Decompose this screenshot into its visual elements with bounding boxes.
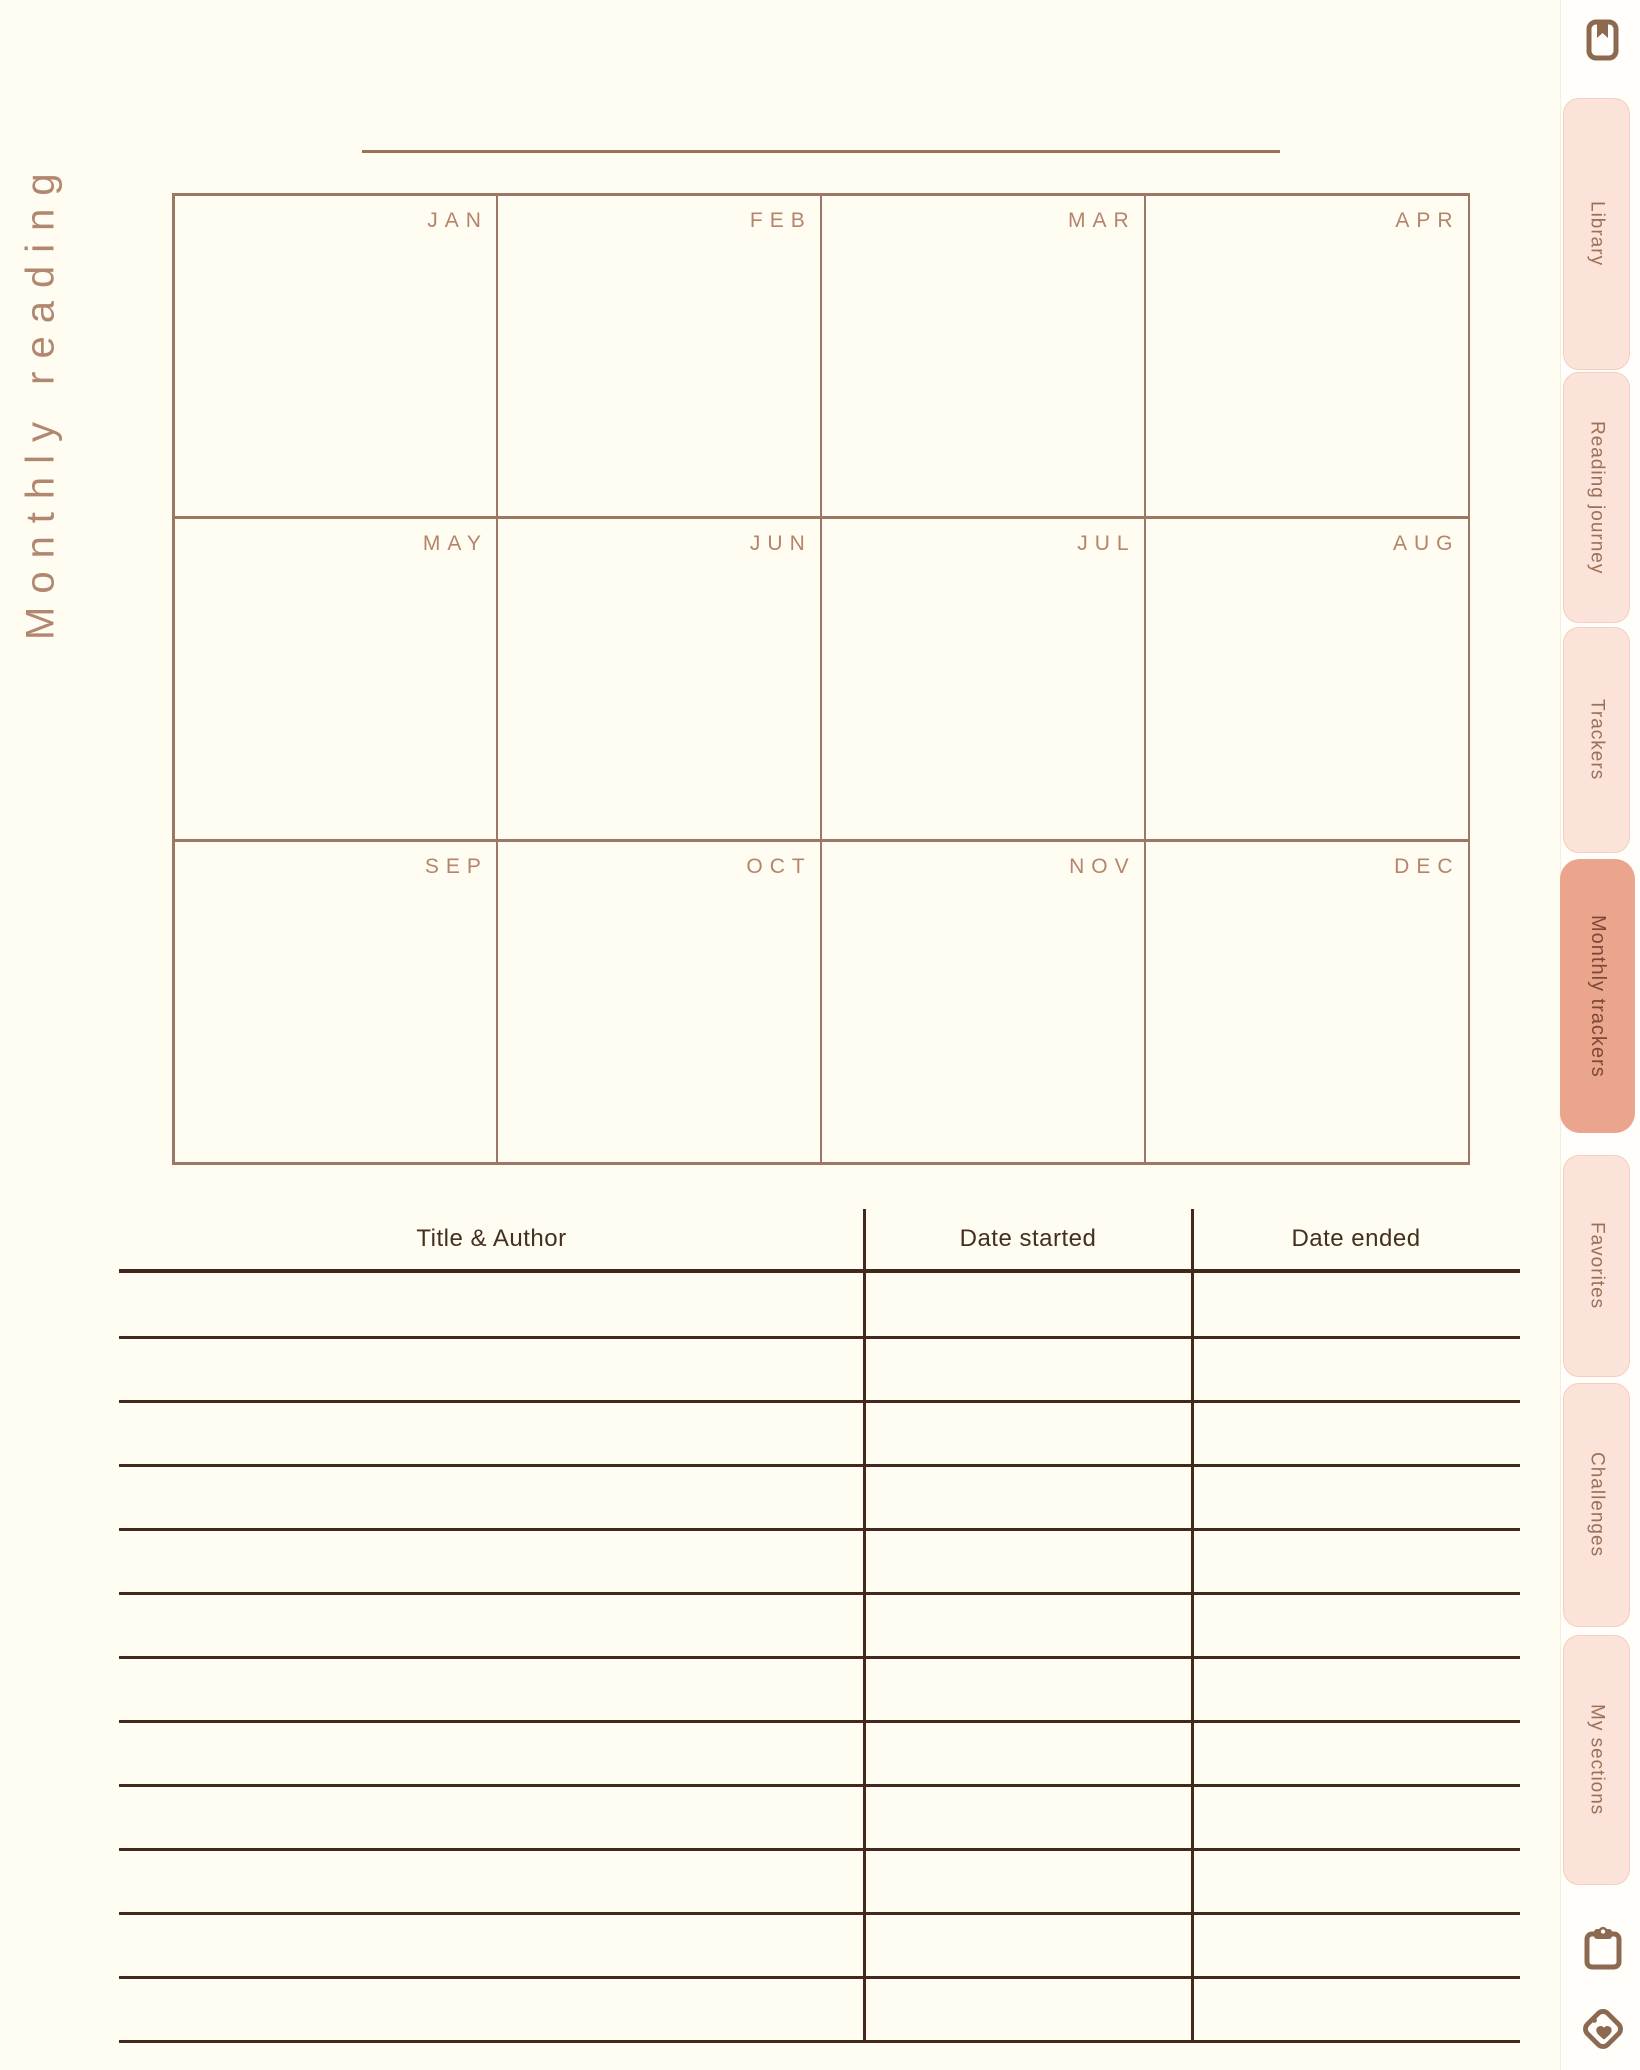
sidebar-tab-challenges[interactable]: Challenges	[1563, 1383, 1630, 1627]
table-row-line	[119, 1528, 1520, 1531]
tag-button[interactable]	[1580, 2006, 1626, 2052]
title-rule	[362, 150, 1280, 153]
clipboard-icon	[1583, 1926, 1623, 1971]
sidebar-tab-trackers[interactable]: Trackers	[1563, 627, 1630, 853]
month-cell-sep[interactable]	[175, 842, 496, 1163]
table-row-line	[119, 1784, 1520, 1787]
bookmark-button[interactable]	[1586, 19, 1619, 61]
month-cell-apr[interactable]	[1146, 196, 1467, 517]
month-label: OCT	[746, 854, 812, 878]
table-row-line	[119, 1464, 1520, 1467]
month-cell-oct[interactable]	[498, 842, 819, 1163]
month-cell-dec[interactable]	[1146, 842, 1467, 1163]
column-header-date-started: Date started	[959, 1225, 1097, 1252]
month-cell-may[interactable]	[175, 519, 496, 840]
month-cell-nov[interactable]	[822, 842, 1143, 1163]
month-label: JUL	[1077, 531, 1136, 555]
table-row-line	[119, 1720, 1520, 1723]
table-row-line	[119, 1976, 1520, 1979]
month-label: JUN	[749, 531, 812, 555]
month-label: DEC	[1394, 854, 1460, 878]
month-cell-jan[interactable]	[175, 196, 496, 517]
table-header-rule	[119, 1269, 1520, 1273]
clipboard-button[interactable]	[1583, 1926, 1623, 1971]
table-row-line	[119, 2040, 1520, 2043]
tag-icon	[1580, 2006, 1626, 2052]
month-label: MAR	[1067, 208, 1136, 232]
month-label: JAN	[427, 208, 488, 232]
month-cell-jul[interactable]	[822, 519, 1143, 840]
monthly-reading-grid	[172, 193, 1470, 1165]
sidebar-tab-reading-journey[interactable]: Reading journey	[1563, 372, 1630, 623]
month-label: SEP	[424, 854, 488, 878]
month-label: AUG	[1392, 531, 1460, 555]
month-cell-jun[interactable]	[498, 519, 819, 840]
bookmark-icon	[1586, 19, 1619, 61]
month-label: NOV	[1069, 854, 1136, 878]
table-row-line	[119, 1400, 1520, 1403]
month-cell-feb[interactable]	[498, 196, 819, 517]
table-row-line	[119, 1592, 1520, 1595]
column-header-title-author: Title & Author	[416, 1225, 567, 1252]
month-cell-aug[interactable]	[1146, 519, 1467, 840]
table-column-divider-2	[1191, 1209, 1194, 2042]
table-row-line	[119, 1848, 1520, 1851]
table-row-line	[119, 1656, 1520, 1659]
table-row-line	[119, 1336, 1520, 1339]
month-label: FEB	[749, 208, 812, 232]
sidebar-tab-library[interactable]: Library	[1563, 98, 1630, 370]
month-label: APR	[1395, 208, 1460, 232]
column-header-date-ended: Date ended	[1291, 1225, 1421, 1252]
sidebar-tab-monthly-trackers[interactable]: Monthly trackers	[1560, 859, 1635, 1133]
sidebar-tab-my-sections[interactable]: My sections	[1563, 1635, 1630, 1885]
month-label: MAY	[422, 531, 488, 555]
page-title: Monthly reading	[18, 160, 63, 640]
month-cell-mar[interactable]	[822, 196, 1143, 517]
table-column-divider-1	[863, 1209, 866, 2042]
sidebar-tab-favorites[interactable]: Favorites	[1563, 1155, 1630, 1377]
table-row-line	[119, 1912, 1520, 1915]
